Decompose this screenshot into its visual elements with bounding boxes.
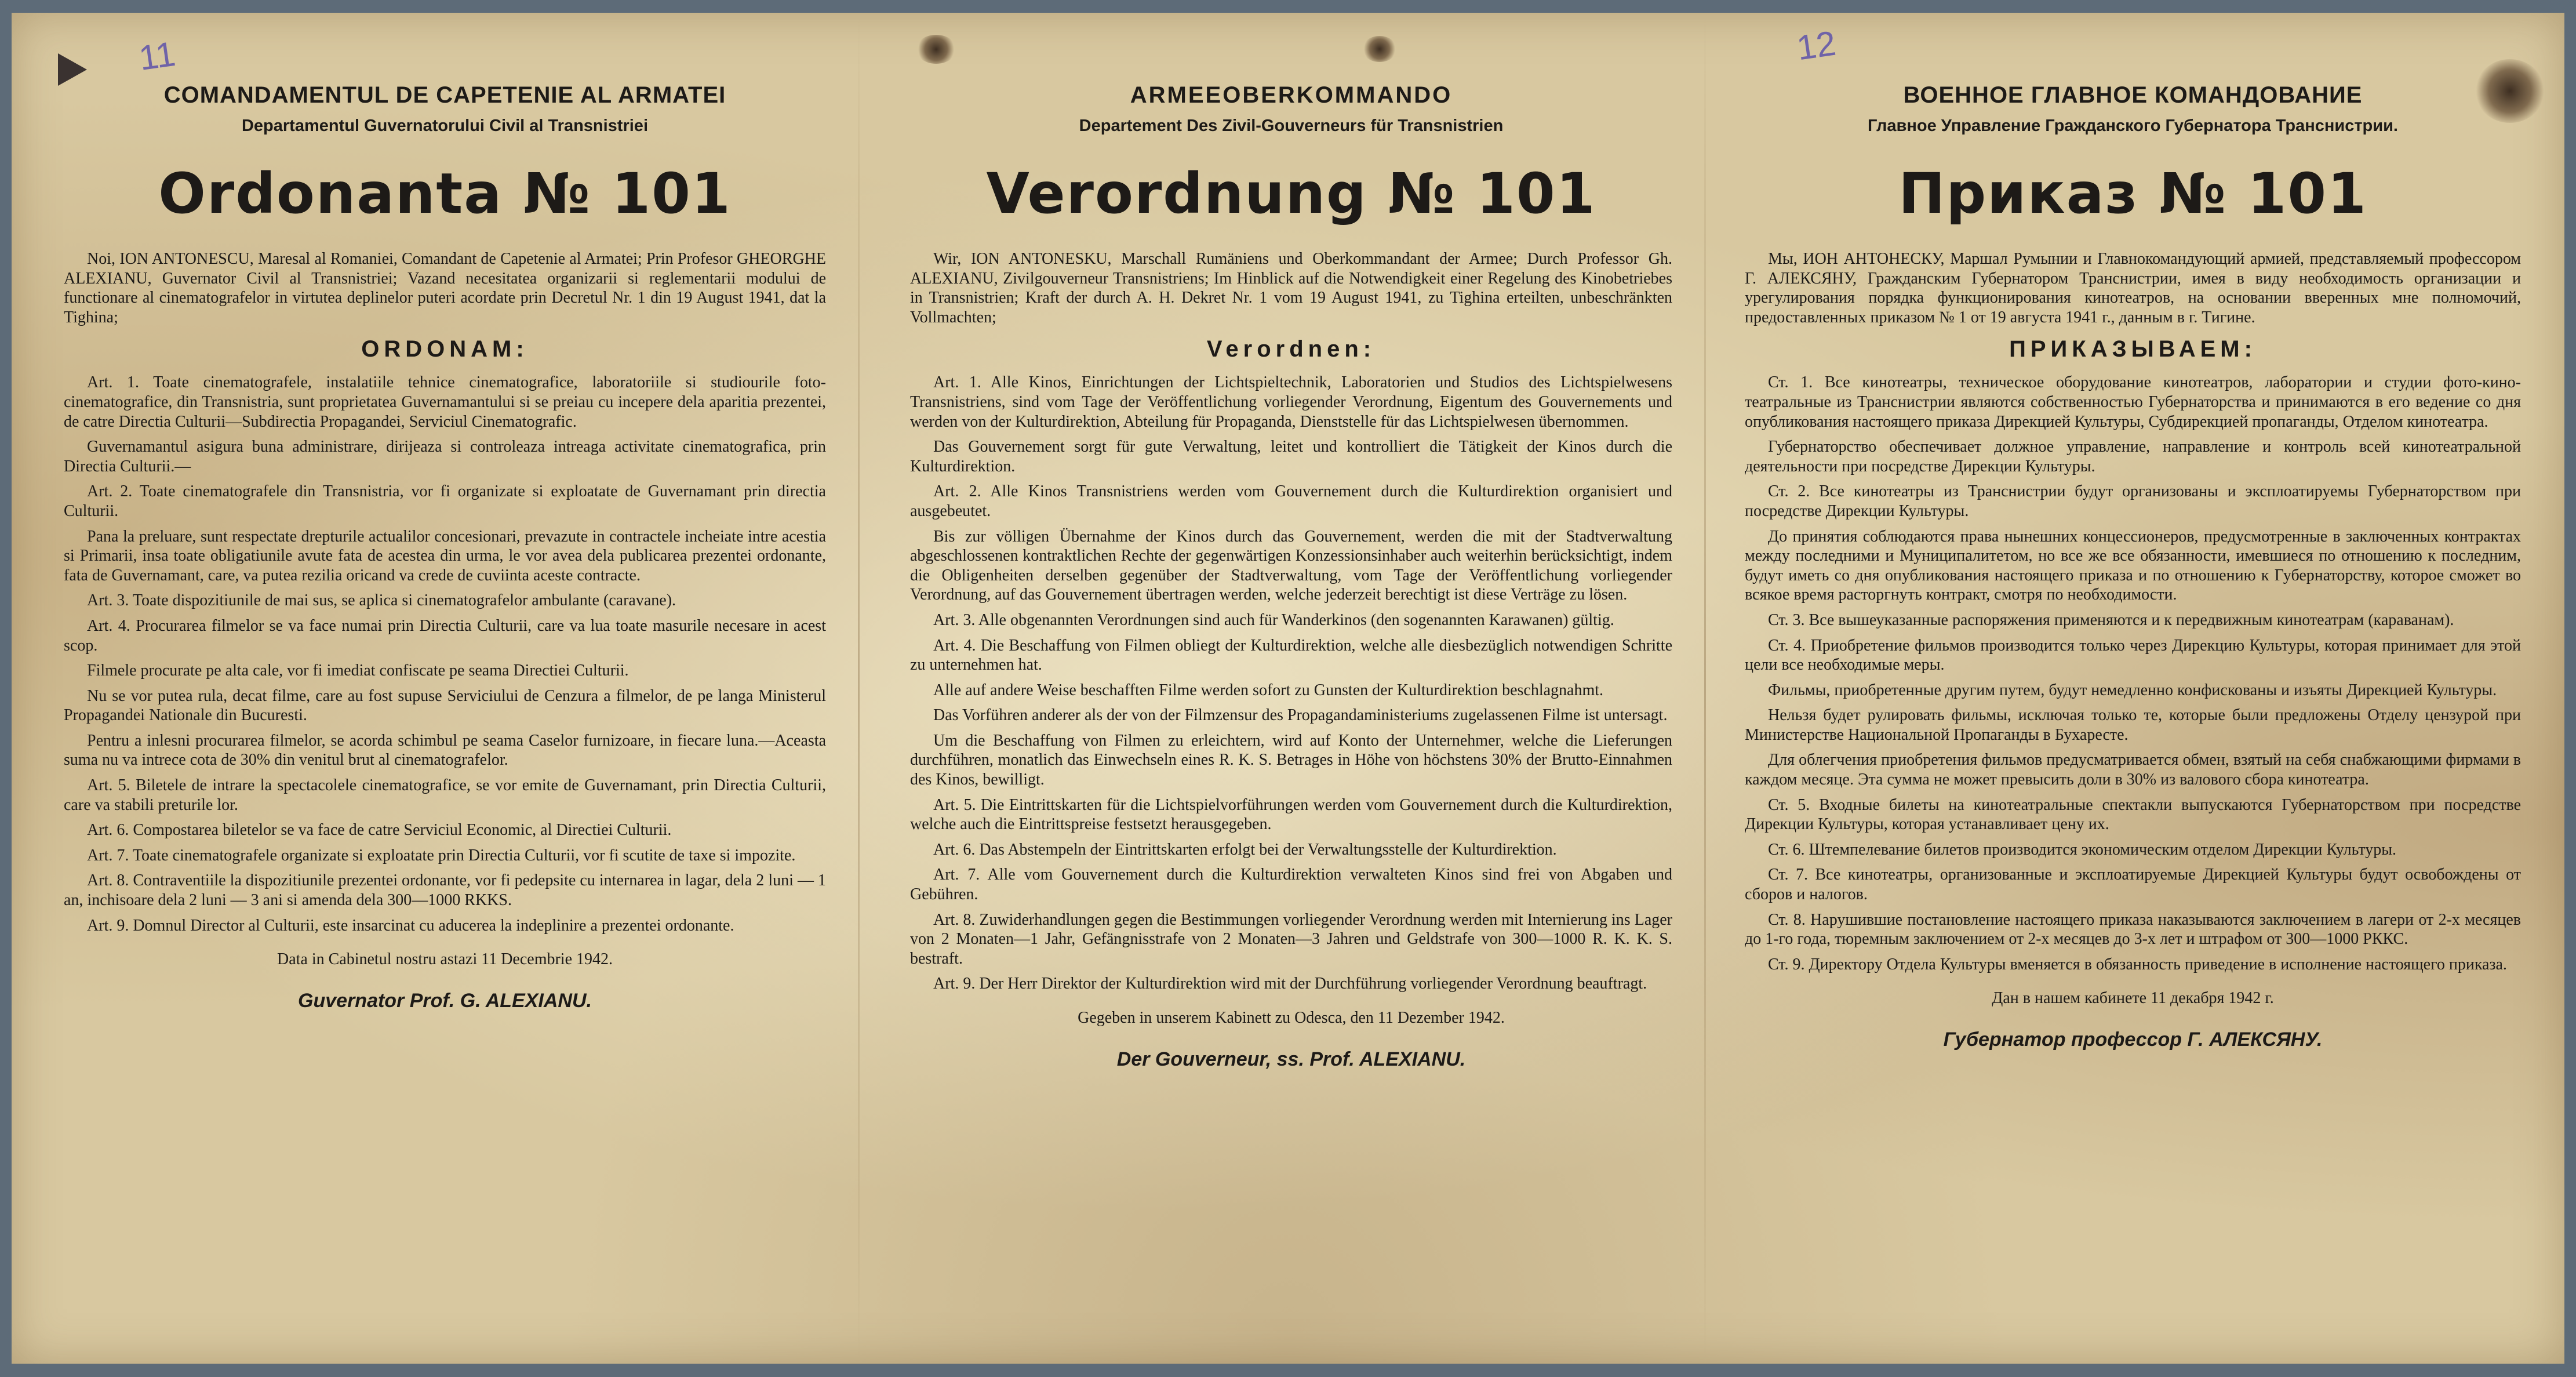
- article-paragraph: Art. 2. Toate cinematografele din Transnistria, vor fi organizate si exploatate de Guvernamant prin directia Culturii.: [64, 482, 826, 520]
- header-command: COMANDAMENTUL DE CAPETENIE AL ARMATEI: [163, 82, 726, 108]
- intro-text: [910, 249, 1672, 327]
- article-paragraph: Guvernamantul asigura buna administrare, dirijeaza si controleaza intreaga activitate cinematografica, prin Directia Culturii.—: [64, 438, 826, 475]
- russian-column: [1704, 13, 2564, 1364]
- signature: Der Gouverneur, ss. Prof. ALEXIANU.: [1116, 1048, 1466, 1070]
- article-paragraph: Ст. 3. Все вышеуказанные распоряжения применяются и к передвижным кинотеатрам (караванам).: [1768, 611, 2454, 629]
- article-paragraph: Ст. 5. Входные билеты на кинотеатральные спектакли выпускаются Губернаторством при посредстве Дирекции Культуры, которая устанавливает цену их.: [1745, 795, 2521, 834]
- article-paragraph: Art. 9. Der Herr Direktor der Kulturdirektion wird mit der Durchführung vorliegender Verordnung beauftragt.: [933, 975, 1647, 993]
- article-paragraph: Das Vorführen anderer als der von der Filmzensur des Propagandaministeriums zugelassenen Filme ist untersagt.: [933, 706, 1668, 725]
- article-paragraph: Ст. 9. Директору Отдела Культуры вменяется в обязанность приведение в исполнение настоящего приказа.: [1768, 955, 2507, 973]
- article-paragraph: Art. 4. Die Beschaffung von Filmen obliegt der Kulturdirektion, welche alle diesbezüglich notwendigen Schritte zu unternehmen hat.: [910, 636, 1672, 674]
- article-paragraph: Art. 4. Procurarea filmelor se va face numai prin Directia Culturii, care va lua toate masurile necesare in acest scop.: [64, 616, 826, 655]
- decree-heading: ORDONAM:: [361, 336, 529, 362]
- article-paragraph: Pana la preluare, sunt respectate drepturile actualilor concesionari, prevazute in contractele incheiate intre acestia si Primarii, insa toate obligatiunile avute fata de acestea din urma, le vor avea dela publicarea prezentei ordonante, fata de Guvernamant, care, va putea rezilia oricand va crede de cuviinta aceste contracte.: [64, 527, 826, 584]
- article-paragraph: Um die Beschaffung von Filmen zu erleichtern, wird auf Konto der Unternehmer, welche die Lieferungen durchführen, monatlich das Einwechseln eines R. K. S. Betrages in Höhe von höchstens 30% der Brutto-Einnahmen des Kinos, bewilligt.: [910, 731, 1672, 789]
- article-paragraph: Das Gouvernement sorgt für gute Verwaltung, leitet und kontrolliert die Tätigkeit der Kinos durch die Kulturdirektion.: [910, 438, 1672, 475]
- article-paragraph: Art. 9. Domnul Director al Culturii, este insarcinat cu aducerea la indeplinire a prezentei ordonante.: [87, 916, 734, 935]
- page-number-handwritten: 12: [1794, 23, 1839, 68]
- articles: [1745, 373, 2521, 974]
- article-paragraph: Art. 2. Alle Kinos Transnistriens werden vom Gouvernement durch die Kulturdirektion organisiert und ausgebeutet.: [910, 482, 1672, 520]
- intro-paragraph: Мы, ИОН АНТОНЕСКУ, Маршал Румынии и Главнокомандующий армией, представляемый профессором Г. АЛЕКСЯНУ, Гражданским Губернатором Транснистрии, имея в виду необходимость организации и урегулирования порядка функционирования кинотеатров, на основании вверенных мне полномочий, предоставленных приказом № 1 от 19 августа 1941 г., данным в г. Тигине.: [1745, 250, 2521, 326]
- intro-text: [64, 249, 826, 327]
- article-paragraph: Ст. 6. Штемпелевание билетов производится экономическим отделом Дирекции Культуры.: [1768, 840, 2397, 859]
- article-paragraph: Art. 5. Biletele de intrare la spectacolele cinematografice, se vor emite de Guvernamant, prin Directia Culturii, care va stabili preturile lor.: [64, 776, 826, 814]
- ordinance-title: Приказ № 101: [1898, 161, 2367, 226]
- articles: [64, 373, 826, 935]
- article-paragraph: Bis zur völligen Übernahme der Kinos durch das Gouvernement, werden die mit der Stadtverwaltung abgeschlossenen kontraktlichen Rechte der gegenwärtigen Konzessionsinhaber auch weiterhin berücksichtigt, indem die Obligenheiten derselben gegenüber der Stadtverwaltung, vom Tage der Veröffentlichung vorliegender Verordnung, auf das Gouvernement übertragen werden, welche jederzeit berechtigt ist diese Verträge zu lösen.: [910, 527, 1672, 604]
- poster-sheet: [12, 13, 2564, 1364]
- article-paragraph: Art. 7. Toate cinematografele organizate si exploatate prin Directia Culturii, vor fi scutite de taxe si impozite.: [87, 846, 796, 864]
- date-line: Дан в нашем кабинете 11 декабря 1942 г.: [1992, 989, 2274, 1008]
- date-line: Gegeben in unserem Kabinett zu Odesca, den 11 Dezember 1942.: [1078, 1009, 1505, 1027]
- header-department: Departamentul Guvernatorului Civil al Transnistriei: [241, 117, 648, 135]
- header-command: ВОЕННОЕ ГЛАВНОЕ КОМАНДОВАНИЕ: [1903, 82, 2363, 108]
- german-column: [858, 13, 1704, 1364]
- decree-heading: ПРИКАЗЫВАЕМ:: [2009, 336, 2257, 362]
- article-paragraph: Filmele procurate pe alta cale, vor fi imediat confiscate pe seama Directiei Culturii.: [87, 662, 629, 680]
- articles: [910, 373, 1672, 994]
- article-paragraph: Art. 3. Toate dispozitiunile de mai sus, se aplica si cinematografelor ambulante (caravane).: [87, 591, 676, 610]
- header-command: ARMEEOBERKOMMANDO: [1130, 82, 1453, 108]
- header-department: Главное Управление Гражданского Губернатора Транснистрии.: [1868, 117, 2398, 135]
- article-paragraph: Ст. 2. Все кинотеатры из Транснистрии будут организованы и эксплоатируемы Губернаторством при посредстве Дирекции Культуры.: [1745, 482, 2521, 520]
- article-paragraph: Art. 7. Alle vom Gouvernement durch die Kulturdirektion verwalteten Kinos sind frei von Abgaben und Gebühren.: [910, 866, 1672, 904]
- article-paragraph: Art. 8. Zuwiderhandlungen gegen die Bestimmungen vorliegender Verordnung werden mit Internierung ins Lager von 2 Monaten—1 Jahr, Gefängnisstrafe von 2 Monaten—3 Jahren und Geldstrafe von 300—1000 R. K. K. S. bestraft.: [910, 910, 1672, 968]
- article-paragraph: Art. 1. Alle Kinos, Einrichtungen der Lichtspieltechnik, Laboratorien und Studios des Lichtspielwesens Transnistriens, sind vom Tage der Veröffentlichung vorliegender Verordnung, Eigentum des Gouvernements und werden von der Kulturdirektion, Abteilung für Propaganda, Dienststelle für das Lichtspielwesen übernommen.: [910, 373, 1672, 431]
- article-paragraph: Нельзя будет рулировать фильмы, исключая только те, которые были предложены Отделу цензурой при Министерстве Национальной Пропаганды в Бухаресте.: [1745, 706, 2521, 744]
- article-paragraph: Nu se vor putea rula, decat filme, care au fost supuse Serviciului de Cenzura a filmelor, de pe langa Ministerul Propagandei Nationale din Bucuresti.: [64, 686, 826, 725]
- intro-paragraph: Noi, ION ANTONESCU, Maresal al Romaniei, Comandant de Capetenie al Armatei; Prin Profesor GHEORGHE ALEXIANU, Guvernator Civil al Transnistriei; Vazand necesitatea organizarii si reglementarii modului de functionare al cinematografelor in virtutea deplinelor puteri acordate prin Decretul Nr. 1 din 19 August 1941, dat la Tighina;: [64, 250, 826, 326]
- article-paragraph: Для облегчения приобретения фильмов предусматривается обмен, взятый на себя снабжающими фирмами в каждом месяце. Эта сумма не может превысить доли в 30% из валового сбора кинотеатра.: [1745, 751, 2521, 789]
- article-paragraph: Art. 6. Das Abstempeln der Eintrittskarten erfolgt bei der Verwaltungsstelle der Kulturdirektion.: [933, 840, 1557, 859]
- page-number-handwritten: 11: [136, 34, 178, 78]
- ordinance-title: Verordnung № 101: [986, 161, 1596, 226]
- article-paragraph: До принятия соблюдаются права нынешних концессионеров, предусмотренные в заключенных контрактах между последними и Муниципалитетом, но все же все обязанности, имевшиеся по отношению к последним, будут иметь со дня опубликования настоящего приказа и по отношению к Губернаторству, которое сможет во всякое время расторгнуть контракт, смотря по необходимости.: [1745, 527, 2521, 604]
- article-paragraph: Art. 3. Alle obgenannten Verordnungen sind auch für Wanderkinos (den sogenannten Karawanen) gültig.: [933, 611, 1614, 629]
- article-paragraph: Pentru a inlesni procurarea filmelor, se acorda schimbul pe seama Caselor furnizoare, in fiecare luna.—Aceasta suma nu va intrece cota de 30% din venitul brut al cinematografelor.: [64, 731, 826, 769]
- article-paragraph: Ст. 1. Все кинотеатры, техническое оборудование кинотеатров, лаборатории и студии фото-кино-театральные из Транснистрии являются собственностью Губернаторства и принимаются в его ведение со дня опубликования настоящего приказа Дирекцией Культуры, Субдирекцией пропаганды, Отделом кинотеатра.: [1745, 373, 2521, 431]
- intro-paragraph: Wir, ION ANTONESKU, Marschall Rumäniens und Oberkommandant der Armee; Durch Professor Gh. ALEXIANU, Zivilgouverneur Transnistriens; Im Hinblick auf die Notwendigkeit einer Regelung des Kinobetriebes in Transnistrien; Kraft der durch A. H. Dekret Nr. 1 vom 19 August 1941, zu Tighina erteilten, unbeschränkten Vollmachten;: [910, 250, 1672, 326]
- romanian-column: [12, 13, 858, 1364]
- article-paragraph: Ст. 8. Нарушившие постановление настоящего приказа наказываются заключением в лагери от 2-х месяцев до 1-го года, тюремным заключением от 2-х месяцев до 3-х лет и штрафом от 300—1000 РККС.: [1745, 910, 2521, 949]
- intro-text: [1745, 249, 2521, 327]
- article-paragraph: Ст. 4. Приобретение фильмов производится только через Дирекцию Культуры, которая принимает для этой цели все необходимые меры.: [1745, 636, 2521, 674]
- article-paragraph: Ст. 7. Все кинотеатры, организованные и эксплоатируемые Дирекцией Культуры будут освобождены от сборов и налогов.: [1745, 866, 2521, 904]
- article-paragraph: Alle auf andere Weise beschafften Filme werden sofort zu Gunsten der Kulturdirektion beschlagnahmt.: [933, 681, 1604, 699]
- article-paragraph: Фильмы, приобретенные другим путем, будут немедленно конфискованы и изъяты Дирекцией Культуры.: [1768, 681, 2497, 699]
- header-department: Departement Des Zivil-Gouverneurs für Transnistrien: [1079, 117, 1504, 135]
- decree-heading: Verordnen:: [1206, 336, 1376, 362]
- article-paragraph: Art. 6. Compostarea biletelor se va face de catre Serviciul Economic, al Directiei Culturii.: [87, 821, 672, 840]
- signature: Guvernator Prof. G. ALEXIANU.: [298, 990, 592, 1012]
- article-paragraph: Art. 1. Toate cinematografele, instalatiile tehnice cinematografice, laboratoriile si studiourile foto-cinematografice, din Transnistria, sunt proprietatea Guvernamantului si se preiau cu incepere dela aparitia prezentei, de catre Directia Culturii—Subdirectia Propagandei, Serviciul Cinematografic.: [64, 373, 826, 431]
- article-paragraph: Губернаторство обеспечивает должное управление, направление и контроль всей кинотеатральной деятельности при посредстве Дирекции Культуры.: [1745, 438, 2521, 475]
- article-paragraph: Art. 8. Contraventiile la dispozitiunile prezentei ordonante, vor fi pedepsite cu internarea in lagar, dela 2 luni — 1 an, inchisoare dela 2 luni — 3 ani si amenda dela 300—1000 RKKS.: [64, 871, 826, 910]
- signature: Губернатор профессор Г. АЛЕКСЯНУ.: [1943, 1029, 2323, 1051]
- ordinance-title: Ordonanta № 101: [158, 161, 732, 226]
- article-paragraph: Art. 5. Die Eintrittskarten für die Lichtspielvorführungen werden vom Gouvernement durch die Kulturdirektion, welche auch die Eintrittspreise festsetzt herausgegeben.: [910, 795, 1672, 834]
- date-line: Data in Cabinetul nostru astazi 11 Decembrie 1942.: [276, 950, 613, 969]
